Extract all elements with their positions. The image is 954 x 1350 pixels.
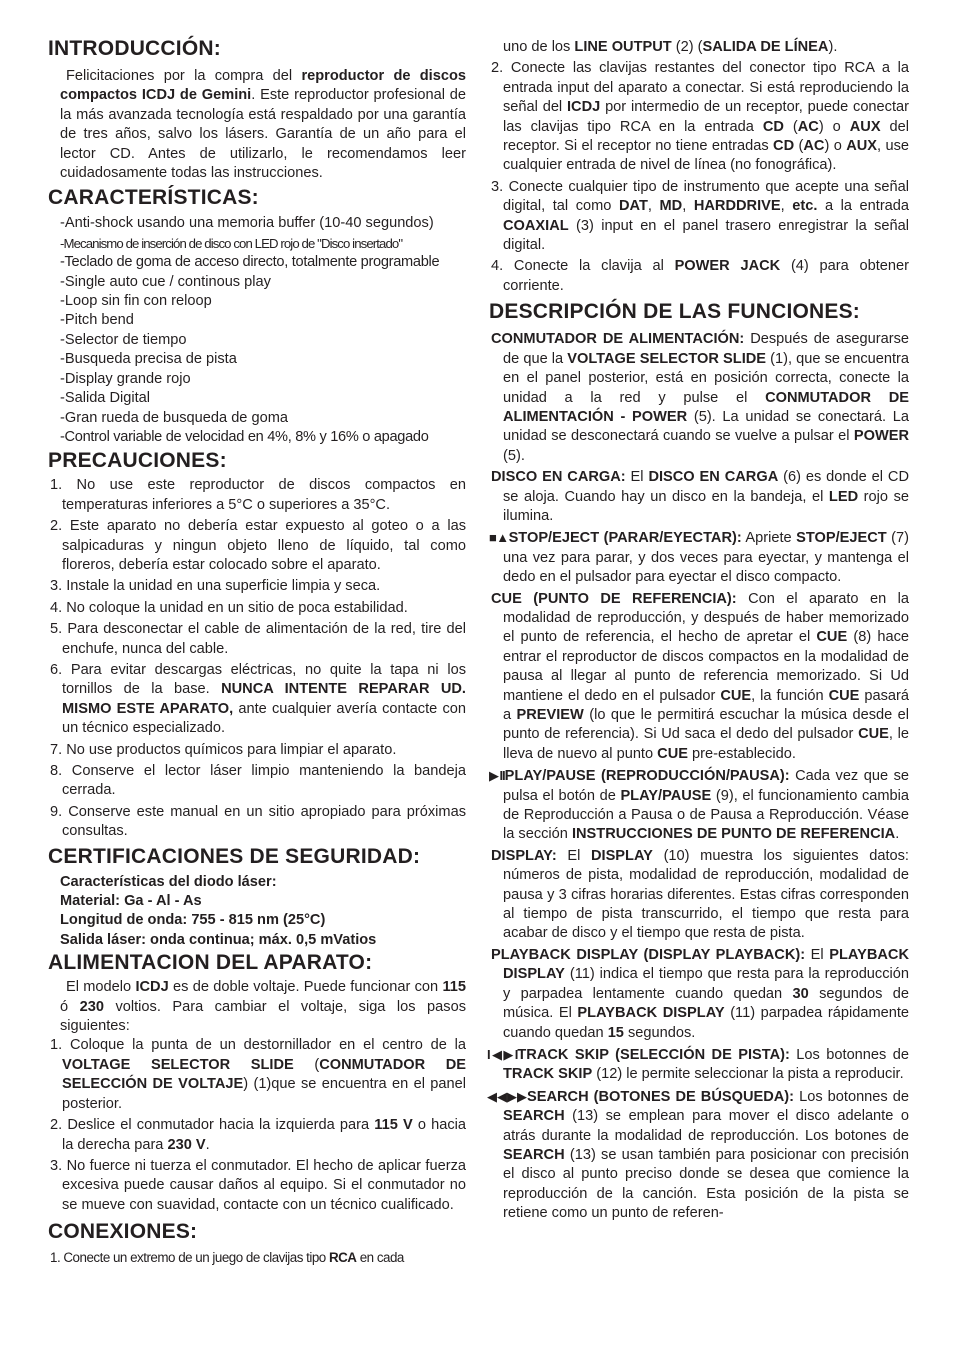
conexion-item: 2. Conecte las clavijas restantes del conector tipo RCA a la entrada input del aparato a conectar. Si está reproduciendo la señal del ICDJ por intermedio de un receptor, puede conectar las clavijas tipo RCA en la entrada CD (AC) o AUX del receptor. Si el receptor no tiene entradas CD (AC) o AUX, use cualquier entrada de nivel de línea (no fonográfica). [491, 60, 910, 174]
feature-item: -Busqueda precisa de pista [60, 351, 237, 368]
certificaciones-block [48, 873, 466, 951]
cert-line: Salida láser: onda continua; máx. 0,5 mVatios [60, 931, 377, 948]
feature-item: -Salida Digital [60, 390, 151, 407]
funcion-search: ◀◀▶▶SEARCH (BOTONES DE BÚSQUEDA): Los botonnes de SEARCH (13) se emplean para mover el disco adelante o atrás durante la modalidad de reproducción. Los botones de SEARCH (13) se usan también para posicionar con precisión el disco al punto preciso donde se desea que comience la reproducción de la canción. Esta posición de la pista se retiene como un punto de referen- [487, 1088, 909, 1222]
precaucion-item: 7. No use productos químicos para limpiar el aparato. [50, 741, 397, 758]
stop-eject-icon: ■▲ [489, 530, 509, 546]
heading-precauciones: PRECAUCIONES: [48, 449, 227, 473]
precauciones-list [48, 476, 466, 841]
feature-item: -Selector de tiempo [60, 331, 187, 348]
play-pause-icon: ▶II [489, 768, 505, 784]
feature-item: -Gran rueda de busqueda de goma [60, 409, 288, 426]
precaucion-item: 9. Conserve este manual en un sitio apropiado para próximas consultas. [50, 803, 466, 840]
cert-line: Material: Ga - Al - As [60, 893, 202, 910]
funcion-disco-carga: DISCO EN CARGA: El DISCO EN CARGA (6) es donde el CD se aloja. Cuando hay un disco en la bandeja, el LED rojo se ilumina. [491, 469, 910, 524]
heading-caracteristicas: CARACTERÍSTICAS: [48, 186, 259, 210]
conexion-continuation: uno de los LINE OUTPUT (2) (SALIDA DE LÍNEA). [503, 39, 838, 55]
precaucion-item: 1. No use este reproductor de discos compactos en temperaturas inferiores a 5°C o superiores a 35°C. [50, 477, 466, 513]
feature-item: -Control variable de velocidad en 4%, 8% y 16% o apagado [60, 428, 429, 445]
funcion-power: CONMUTADOR DE ALIMENTACIÓN: Después de asegurarse de que la VOLTAGE SELECTOR SLIDE (1), que se encuentra en el panel posterior, está en posición correcta, conecte la unidad a la red y pulse el CONMUTADOR DE ALIMENTACIÓN - POWER (5). La unidad se conectará. La unidad se desconectará cuando se vuelve a pulsar el POWER (5). [491, 331, 910, 464]
heading-certificaciones: CERTIFICACIONES DE SEGURIDAD: [48, 844, 421, 868]
precaucion-item: 8. Conserve el lector láser limpio manteniendo la bandeja cerrada. [50, 763, 466, 799]
feature-item: -Loop sin fin con reloop [60, 293, 212, 310]
cert-line: Características del diodo láser: [60, 873, 277, 890]
heading-introduccion: INTRODUCCIÓN: [48, 37, 221, 60]
precaucion-item: 5. Para desconectar el cable de alimentación de la red, tire del enchufe, nunca del cable. [50, 621, 466, 657]
precaucion-item: 3. Instale la unidad en una superficie limpia y seca. [50, 578, 381, 595]
track-skip-icon: I◀▶I [487, 1046, 518, 1062]
precaucion-item: 6. Para evitar descargas eléctricas, no quite la tapa ni los tornillos de la base. NUNCA INTENTE REPARAR UD. MISMO ESTE APARATO, ante cualquier avería contacte con un técnico especializado. [50, 661, 466, 737]
introduccion-paragraph: Felicitaciones por la compra del reproductor de discos compactos ICDJ de Gemini. Este reproductor profesional de la más avanzada tecnología está respaldado por una garantía de tres años, salvo los lásers. Garantía de un año para el lector CD. Antes de utilizarlo, le recomendamos leer cuidadosamente todas las instrucciones. [60, 68, 466, 182]
feature-item: -Single auto cue / continous play [60, 273, 271, 290]
funcion-track-skip: I◀▶ITRACK SKIP (SELECCIÓN DE PISTA): Los botonnes de TRACK SKIP (12) le permite seleccionar la pista a reproducir. [487, 1046, 909, 1083]
caracteristicas-list [48, 214, 466, 447]
cert-line: Longitud de onda: 755 - 815 nm (25°C) [60, 912, 326, 929]
alimentacion-step: 3. No fuerce ni tuerza el conmutador. El hecho de aplicar fuerza excesiva puede causar daños al equipo. Si el conmutador no se mueve con suavidad, contacte con un técnico cualificado. [50, 1157, 466, 1213]
heading-conexiones: CONEXIONES: [48, 1220, 198, 1244]
funcion-stop-eject: ■▲STOP/EJECT (PARAR/EYECTAR): Apriete STOP/EJECT (7) una vez para parar, y dos veces para eyectar, y mantenga el dedo en el pulsador para eyectar el disco compacto. [489, 530, 910, 586]
feature-item: -Display grande rojo [60, 370, 191, 387]
heading-funciones: DESCRIPCIÓN DE LAS FUNCIONES: [489, 300, 860, 324]
funcion-display: DISPLAY: El DISPLAY (10) muestra los siguientes datos: números de pista, modalidad de reproducción, modalidad de pausa y 3 cifras horarias diferentes. Estas cifras corresponden al tiempo de pista transcurrido, el tiempo que resta para acabar de disco y el tiempo que resta de pista. [491, 847, 909, 942]
funcion-cue: CUE (PUNTO DE REFERENCIA): Con el aparato en la modalidad de reproducción, y después de haber memorizado el punto de referencia, el hecho de apretar el CUE (8) hace entrar el reproductor de discos compactos en la modalidad de pausa al llegar al punto de referencia memorizado. Si Ud mantiene el dedo en el pulsador CUE, la función CUE pasará a PREVIEW (lo que le permitirá escuchar la música desde el punto de referencia). Si Ud saca el dedo del pulsador CUE, le lleva de nuevo al punto CUE pre-establecido. [491, 590, 909, 762]
funcion-playback-display: PLAYBACK DISPLAY (DISPLAY PLAYBACK): El PLAYBACK DISPLAY (11) indica el tiempo que resta para la reproducción y parpadea lentamente cuando quedan 30 segundos de música. El PLAYBACK DISPLAY (11) parpadea rápidamente cuando quedan 15 segundos. [491, 946, 909, 1041]
alimentacion-step: 2. Deslice el conmutador hacia la izquierda para 115 V o hacia la derecha para 230 V. [50, 1117, 466, 1153]
feature-item: -Anti-shock usando una memoria buffer (10-40 segundos) [60, 215, 434, 232]
feature-item: -Pitch bend [60, 312, 134, 329]
alimentacion-step: 1. Coloque la punta de un destornillador en el centro de la VOLTAGE SELECTOR SLIDE (CONMUTADOR DE SELECCIÓN DE VOLTAJE) (1)que se encuentra en el panel posterior. [50, 1037, 466, 1112]
heading-alimentacion: ALIMENTACION DEL APARATO: [48, 951, 373, 975]
conexion-item: 4. Conecte la clavija al POWER JACK (4) para obtener corriente. [491, 258, 909, 294]
search-icon: ◀◀▶▶ [487, 1088, 527, 1104]
funcion-play-pause: ▶IIPLAY/PAUSE (REPRODUCCIÓN/PAUSA): Cada vez que se pulsa el botón de PLAY/PAUSE (9), el funcionamiento cambia de Reproducción a Pausa o de Pausa a Reproducción. Véase la sección INSTRUCCIONES DE PUNTO DE REFERENCIA. [489, 768, 909, 843]
left-column [48, 36, 466, 1268]
feature-item: -Teclado de goma de acceso directo, totalmente programable [60, 254, 440, 271]
feature-item: -Mecanismo de inserción de disco con LED rojo de "Disco insertado" [60, 235, 403, 251]
conexion-item: 3. Conecte cualquier tipo de instrumento que acepte una señal digital, tal como DAT, MD, HARDDRIVE, etc. a la entrada COAXIAL (3) input en el panel trasero enregistrar la señal digital. [491, 178, 910, 254]
precaucion-item: 4. No coloque la unidad en un sitio de poca estabilidad. [50, 599, 408, 616]
alimentacion-intro: El modelo ICDJ es de doble voltaje. Puede funcionar con 115 ó 230 voltios. Para cambiar el voltaje, siga los pasos siguientes: [60, 979, 467, 1035]
precaucion-item: 2. Este aparato no debería estar expuesto al goteo o a las salpicaduras y ningun objeto lleno de líquido, tal como floreros, debería estar colocado sobre el aparato. [50, 518, 466, 573]
right-column [489, 38, 909, 1224]
conexion-item: 1. Conecte un extremo de un juego de clavijas tipo RCA en cada [50, 1250, 404, 1266]
